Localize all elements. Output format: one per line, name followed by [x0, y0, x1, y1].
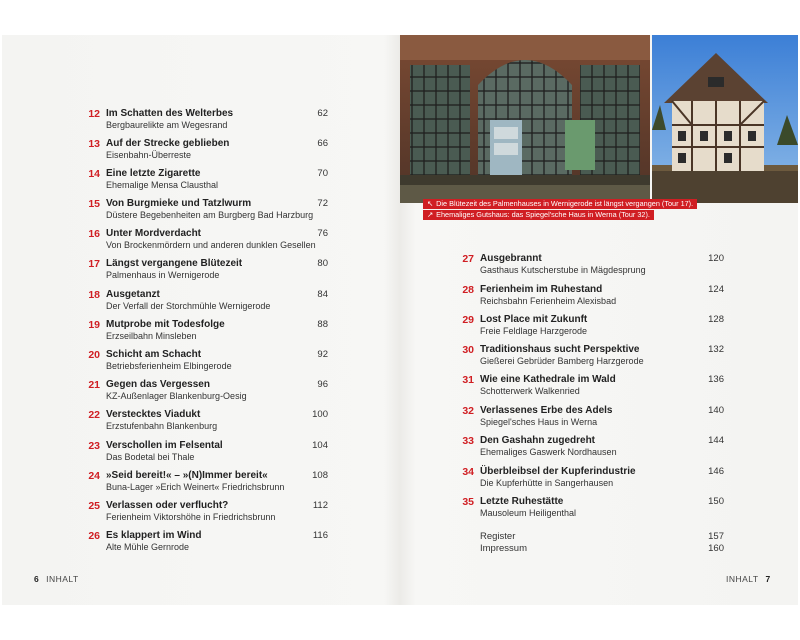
entry-page: 120 — [708, 253, 724, 264]
entry-subtitle: Reichsbahn Ferienheim Alexisbad — [480, 296, 617, 306]
toc-entry — [78, 258, 338, 284]
entry-number: 12 — [88, 108, 100, 120]
entry-title: Überbleibsel der Kupferindustrie — [480, 466, 636, 477]
entry-page: 128 — [708, 314, 724, 325]
entry-number: 34 — [462, 466, 474, 478]
folio-label: INHALT — [46, 574, 79, 584]
entry-title: Auf der Strecke geblieben — [106, 138, 230, 149]
entry-number: 31 — [462, 374, 474, 386]
entry-subtitle: Spiegel'sches Haus in Werna — [480, 417, 598, 427]
entry-subtitle: Erzseilbahn Minsleben — [106, 331, 197, 341]
register-page: 157 — [708, 531, 724, 542]
entry-title: Verschollen im Felsental — [106, 440, 223, 451]
entry-number: 23 — [88, 440, 100, 452]
toc-entry — [452, 344, 732, 370]
entry-page: 92 — [317, 349, 328, 360]
folio-right — [726, 574, 771, 584]
folio-page-number: 6 — [34, 574, 40, 584]
entry-subtitle: Freie Feldlage Harzgerode — [480, 326, 588, 336]
entry-number: 15 — [88, 198, 100, 210]
entry-page: 132 — [708, 344, 724, 355]
entry-number: 14 — [88, 168, 100, 180]
entry-number: 27 — [462, 253, 474, 265]
entry-title: Ausgetanzt — [106, 289, 160, 300]
entry-page: 146 — [708, 466, 724, 477]
entry-page: 150 — [708, 496, 724, 507]
entry-title: Schicht am Schacht — [106, 349, 202, 360]
caption-text: Ehemaliges Gutshaus: das Spiegel'sche Haus in Werna (Tour 32). — [436, 210, 650, 219]
entry-number: 35 — [462, 496, 474, 508]
entry-subtitle: Mausoleum Heiligenthal — [480, 508, 577, 518]
entry-title: Verlassen oder verflucht? — [106, 500, 229, 511]
entry-subtitle: Eisenbahn-Überreste — [106, 150, 192, 160]
entry-page: 100 — [312, 409, 328, 420]
entry-page: 144 — [708, 435, 724, 446]
photo-palmenhaus — [400, 35, 650, 203]
photo-spiegelsches-haus — [652, 35, 798, 203]
entry-subtitle: Schotterwerk Walkenried — [480, 386, 580, 396]
toc-entry — [78, 138, 338, 164]
entry-subtitle: Das Bodetal bei Thale — [106, 452, 195, 462]
entry-title: Unter Mordverdacht — [106, 228, 202, 239]
entry-title: Traditionshaus sucht Perspektive — [480, 344, 640, 355]
photo-caption — [423, 210, 654, 220]
entry-subtitle: Ehemaliges Gaswerk Nordhausen — [480, 447, 617, 457]
toc-entry — [78, 349, 338, 375]
toc-entry — [452, 374, 732, 400]
entry-title: Ausgebrannt — [480, 253, 542, 264]
toc-entry — [78, 198, 338, 224]
toc-entry — [78, 440, 338, 466]
entry-title: Verstecktes Viadukt — [106, 409, 201, 420]
entry-page: 76 — [317, 228, 328, 239]
folio-label: INHALT — [726, 574, 759, 584]
entry-number: 25 — [88, 500, 100, 512]
entry-title: Von Burgmieke und Tatzlwurm — [106, 198, 252, 209]
entry-number: 32 — [462, 405, 474, 417]
entry-number: 30 — [462, 344, 474, 356]
entry-page: 104 — [312, 440, 328, 451]
toc-entry — [78, 319, 338, 345]
entry-page: 72 — [317, 198, 328, 209]
entry-number: 28 — [462, 284, 474, 296]
toc-entry — [452, 405, 732, 431]
entry-number: 24 — [88, 470, 100, 482]
entry-number: 22 — [88, 409, 100, 421]
entry-page: 140 — [708, 405, 724, 416]
entry-number: 33 — [462, 435, 474, 447]
entry-subtitle: Düstere Begebenheiten am Burgberg Bad Harzburg — [106, 210, 314, 220]
toc-entry — [452, 435, 732, 461]
entry-title: Verlassenes Erbe des Adels — [480, 405, 613, 416]
toc-entry — [78, 379, 338, 405]
entry-subtitle: Ferienheim Viktorshöhe in Friedrichsbrunn — [106, 512, 276, 522]
entry-number: 26 — [88, 530, 100, 542]
entry-subtitle: Gießerei Gebrüder Bamberg Harzgerode — [480, 356, 644, 366]
entry-subtitle: Die Kupferhütte in Sangerhausen — [480, 478, 614, 488]
entry-page: 116 — [312, 530, 328, 541]
entry-subtitle: KZ-Außenlager Blankenburg-Oesig — [106, 391, 247, 401]
entry-page: 136 — [708, 374, 724, 385]
entry-number: 18 — [88, 289, 100, 301]
toc-entry — [78, 500, 338, 526]
register-label: Register — [480, 531, 516, 542]
entry-subtitle: Bergbaurelikte am Wegesrand — [106, 120, 228, 130]
entry-page: 62 — [317, 108, 328, 119]
entry-number: 21 — [88, 379, 100, 391]
entry-number: 19 — [88, 319, 100, 331]
toc-entry — [78, 470, 338, 496]
entry-subtitle: Von Brockenmördern und anderen dunklen Gesellen — [106, 240, 316, 250]
entry-title: Wie eine Kathedrale im Wald — [480, 374, 616, 385]
toc-entry — [452, 253, 732, 279]
entry-page: 124 — [708, 284, 724, 295]
toc-entry — [78, 108, 338, 134]
impressum-label: Impressum — [480, 543, 527, 554]
entry-subtitle: Buna-Lager »Erich Weinert« Friedrichsbrunn — [106, 482, 285, 492]
photo-caption — [423, 199, 697, 209]
entry-page: 84 — [317, 289, 328, 300]
toc-entry — [78, 530, 338, 556]
folio-left — [34, 574, 79, 584]
toc-entry — [452, 496, 732, 522]
entry-page: 108 — [312, 470, 328, 481]
entry-subtitle: Palmenhaus in Wernigerode — [106, 270, 220, 280]
impressum-page: 160 — [708, 543, 724, 554]
entry-page: 112 — [312, 500, 328, 511]
entry-subtitle: Alte Mühle Gernrode — [106, 542, 190, 552]
entry-title: Eine letzte Zigarette — [106, 168, 201, 179]
entry-title: Längst vergangene Blütezeit — [106, 258, 243, 269]
entry-title: Es klappert im Wind — [106, 530, 202, 541]
entry-subtitle: Ehemalige Mensa Clausthal — [106, 180, 219, 190]
entry-number: 20 — [88, 349, 100, 361]
entry-page: 66 — [317, 138, 328, 149]
entry-page: 80 — [317, 258, 328, 269]
entry-number: 13 — [88, 138, 100, 150]
entry-page: 70 — [317, 168, 328, 179]
entry-title: Lost Place mit Zukunft — [480, 314, 588, 325]
toc-entry — [452, 466, 732, 492]
entry-number: 16 — [88, 228, 100, 240]
entry-title: »Seid bereit!« – »(N)Immer bereit« — [106, 470, 268, 481]
folio-page-number: 7 — [765, 574, 771, 584]
entry-page: 88 — [317, 319, 328, 330]
toc-entry — [452, 284, 732, 310]
entry-title: Den Gashahn zugedreht — [480, 435, 596, 446]
arrow-up-left-icon: ↖ — [427, 199, 434, 208]
entry-title: Im Schatten des Welterbes — [106, 108, 234, 119]
entry-page: 96 — [317, 379, 328, 390]
entry-subtitle: Betriebsferienheim Elbingerode — [106, 361, 232, 371]
entry-subtitle: Gasthaus Kutscherstube in Mägdesprung — [480, 265, 646, 275]
toc-entry — [78, 289, 338, 315]
entry-title: Ferienheim im Ruhestand — [480, 284, 603, 295]
toc-entry — [78, 228, 338, 254]
book-spread — [2, 35, 798, 605]
toc-entry — [78, 168, 338, 194]
entry-subtitle: Erzstufenbahn Blankenburg — [106, 421, 218, 431]
entry-number: 17 — [88, 258, 100, 270]
caption-text: Die Blütezeit des Palmenhauses in Wernigerode ist längst vergangen (Tour 17). — [436, 199, 694, 208]
entry-number: 29 — [462, 314, 474, 326]
entry-title: Letzte Ruhestätte — [480, 496, 564, 507]
arrow-up-right-icon: ↗ — [427, 210, 434, 219]
entry-title: Mutprobe mit Todesfolge — [106, 319, 225, 330]
toc-entry — [452, 314, 732, 340]
toc-entry — [78, 409, 338, 435]
entry-subtitle: Der Verfall der Storchmühle Wernigerode — [106, 301, 271, 311]
entry-title: Gegen das Vergessen — [106, 379, 210, 390]
